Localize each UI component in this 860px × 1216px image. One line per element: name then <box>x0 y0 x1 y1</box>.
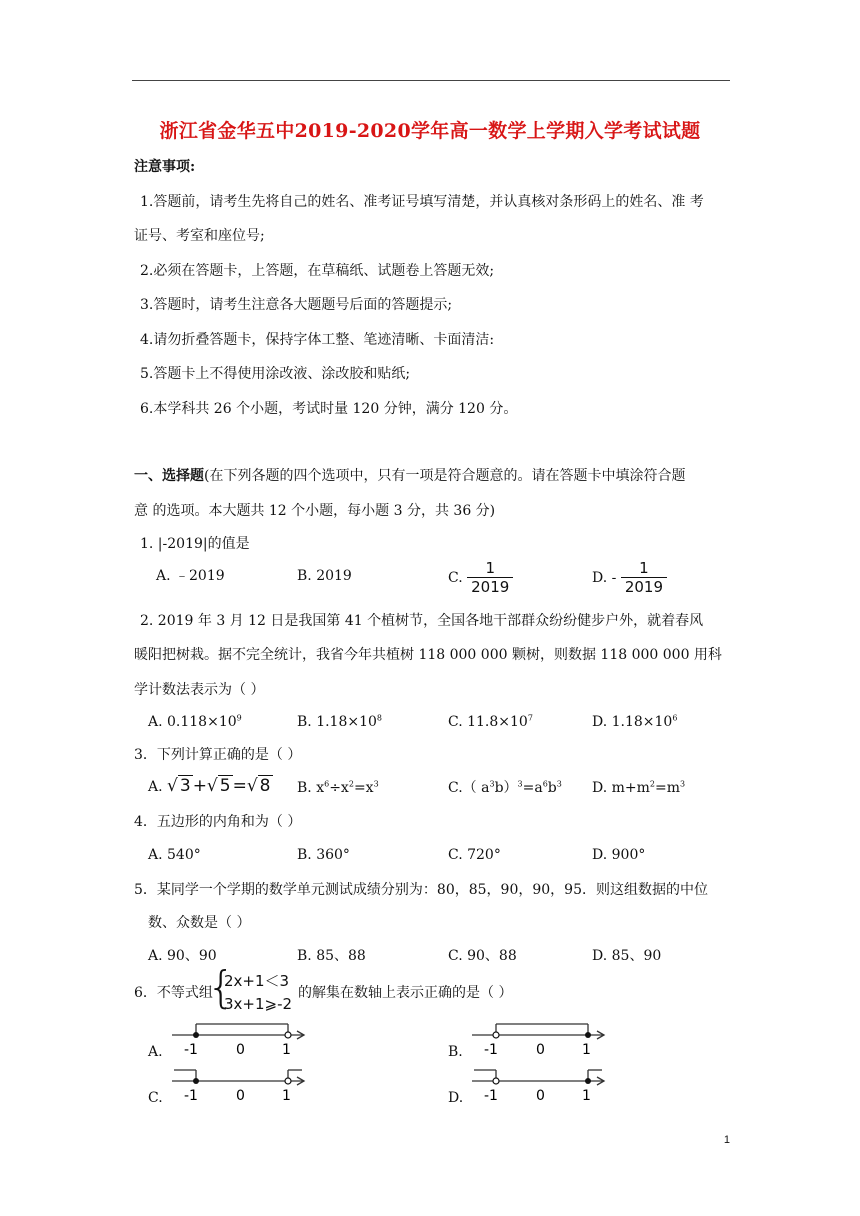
notice-item-3: 3.答题时，请考生注意各大题题号后面的答题提示; <box>140 297 453 313</box>
q4-stem: 4．五边形的内角和为（ ） <box>134 814 302 830</box>
q2-line-2: 暖阳把树栽。据不完全统计，我省今年共植树 118 000 000 颗树，则数据 118 000 000 用科 <box>134 647 722 663</box>
tick-label-neg1: -1 <box>184 1042 198 1058</box>
q1-option-c-fraction <box>467 560 513 596</box>
q6-option-c-label: C. <box>148 1090 163 1106</box>
q2-option-d <box>592 712 677 732</box>
q2-option-d-exp: 6 <box>672 713 678 723</box>
notice-item-6: 6.本学科共 26 个小题，考试时量 120 分钟，满分 120 分。 <box>140 401 518 417</box>
q4-option-d: D. 900° <box>592 847 646 863</box>
q3-option-a-expr: √ 3 +√ 5 =√ 8 <box>167 776 271 796</box>
q1-option-d-label: D. - <box>592 570 617 586</box>
q2-option-c-text: C. 11.8×10 <box>448 714 528 730</box>
top-rule <box>132 80 730 81</box>
q2-option-a-text: A. 0.118×10 <box>148 714 237 730</box>
section-heading-line <box>134 466 685 486</box>
q1-option-a: A. ﹣2019 <box>156 568 225 584</box>
q4-option-c: C. 720° <box>448 847 501 863</box>
q3-option-c-label: C.（ <box>448 780 477 796</box>
q6-inequality-1: 2x+1＜3 <box>224 972 290 990</box>
page-title: 浙江省金华五中2019-2020学年高一数学上学期入学考试试题 <box>159 120 701 142</box>
q2-option-a-exp: 9 <box>236 713 242 723</box>
q6-option-b-label: B. <box>448 1044 463 1060</box>
solid-point <box>193 1032 199 1038</box>
q2-option-a <box>148 712 242 732</box>
page-number: 1 <box>723 1134 730 1146</box>
q1-option-c-label: C. <box>448 570 463 586</box>
q6-option-c-numberline <box>170 1062 310 1106</box>
q1-d-denominator: 2019 <box>621 577 667 596</box>
notice-item-4: 4.请勿折叠答题卡，保持字体工整、笔迹清晰、卡面清洁: <box>140 332 495 348</box>
open-point <box>493 1032 499 1038</box>
section-desc-2: 意 的选项。本大题共 12 个小题，每小题 3 分，共 36 分) <box>134 503 496 519</box>
q4-option-b: B. 360° <box>297 847 350 863</box>
q5-option-d: D. 85、90 <box>592 948 662 964</box>
q1-option-d <box>592 560 667 596</box>
q6-option-d-label: D. <box>448 1090 464 1106</box>
tick-label-neg1: -1 <box>484 1088 498 1104</box>
q6-inequality-2: 3x+1⩾-2 <box>224 995 293 1013</box>
q5-option-a: A. 90、90 <box>148 948 217 964</box>
q3-option-b: B. $x^6\div x^2=x^3$ <box>297 779 379 796</box>
q3-option-d: D. $m+m^2=m^3$ <box>592 779 686 796</box>
notice-item-2: 2.必须在答题卡，上答题，在草稿纸、试题卷上答题无效; <box>140 263 495 279</box>
system-brace: { <box>207 962 235 1013</box>
q1-option-b: B. 2019 <box>297 568 352 584</box>
q3-option-a-label: A. <box>148 779 163 795</box>
solid-point <box>585 1032 591 1038</box>
q2-option-d-text: D. 1.18×10 <box>592 714 673 730</box>
tick-label-0: 0 <box>536 1042 545 1058</box>
q1-d-numerator: 1 <box>639 559 649 577</box>
q2-line-1: 2. 2019 年 3 月 12 日是我国第 41 个植树节，全国各地干部群众纷纷健步户外，就着春风 <box>140 613 704 629</box>
q5-line-2: 数、众数是（ ） <box>148 915 251 931</box>
open-point <box>493 1078 499 1084</box>
solid-point <box>193 1078 199 1084</box>
q6-option-d-numberline <box>470 1062 610 1106</box>
q4-option-a: A. 540° <box>148 847 201 863</box>
tick-label-0: 0 <box>236 1088 245 1104</box>
q2-option-b-exp: 8 <box>376 713 382 723</box>
q5-option-b: B. 85、88 <box>297 948 366 964</box>
q2-option-b <box>297 712 382 732</box>
q3-stem: 3．下列计算正确的是（ ） <box>134 747 302 763</box>
q1-option-c <box>448 560 513 596</box>
solid-point <box>585 1078 591 1084</box>
q5-line-1: 5．某同学一个学期的数学单元测试成绩分别为：80，85，90，90，95．则这组数据的中位 <box>134 882 708 898</box>
q1-c-numerator: 1 <box>485 559 495 577</box>
q5-option-c: C. 90、88 <box>448 948 517 964</box>
q3-a-radicand-1: 3 <box>179 776 191 796</box>
q1-c-denominator: 2019 <box>467 577 513 596</box>
q6-option-a-numberline <box>170 1016 310 1060</box>
q3-option-c: C.（ $a^3b)^3=a^6b^3$ <box>448 779 562 796</box>
tick-label-0: 0 <box>236 1042 245 1058</box>
tick-label-1: 1 <box>582 1088 591 1104</box>
notice-item-5: 5.答题卡上不得使用涂改液、涂改胶和贴纸; <box>140 366 411 382</box>
tick-label-1: 1 <box>582 1042 591 1058</box>
q6-stem-pre: 6．不等式组 <box>134 985 213 1001</box>
q3-a-radicand-2: 5 <box>219 776 231 796</box>
q2-option-c <box>448 712 533 732</box>
notice-item-1-cont: 证号、考室和座位号; <box>134 228 265 244</box>
open-point <box>285 1078 291 1084</box>
tick-label-0: 0 <box>536 1088 545 1104</box>
tick-label-1: 1 <box>282 1042 291 1058</box>
notice-item-1: 1.答题前，请考生先将自己的姓名、准考证号填写清楚，并认真核对条形码上的姓名、准 考 <box>140 194 704 210</box>
q6-stem-post: 的解集在数轴上表示正确的是（ ） <box>298 985 513 1001</box>
section-heading: 一、选择题 <box>134 468 204 484</box>
q2-line-3: 学计数法表示为（ ） <box>134 682 265 698</box>
q6-option-b-numberline <box>470 1016 610 1060</box>
q3-option-b-label: B. <box>297 780 312 796</box>
q3-option-a <box>148 776 273 797</box>
q2-option-c-exp: 7 <box>527 713 533 723</box>
tick-label-neg1: -1 <box>484 1042 498 1058</box>
q1-stem: 1. |-2019|的值是 <box>140 536 250 552</box>
tick-label-1: 1 <box>282 1088 291 1104</box>
open-point <box>285 1032 291 1038</box>
q3-a-radicand-3: 8 <box>259 776 271 796</box>
notice-heading: 注意事项: <box>134 159 196 175</box>
q6-option-a-label: A. <box>148 1044 163 1060</box>
q1-option-d-fraction <box>621 560 667 596</box>
tick-label-neg1: -1 <box>184 1088 198 1104</box>
q3-option-d-label: D. <box>592 780 608 796</box>
section-desc-1: (在下列各题的四个选项中，只有一项是符合题意的。请在答题卡中填涂符合题 <box>204 468 686 484</box>
q2-option-b-text: B. 1.18×10 <box>297 714 377 730</box>
